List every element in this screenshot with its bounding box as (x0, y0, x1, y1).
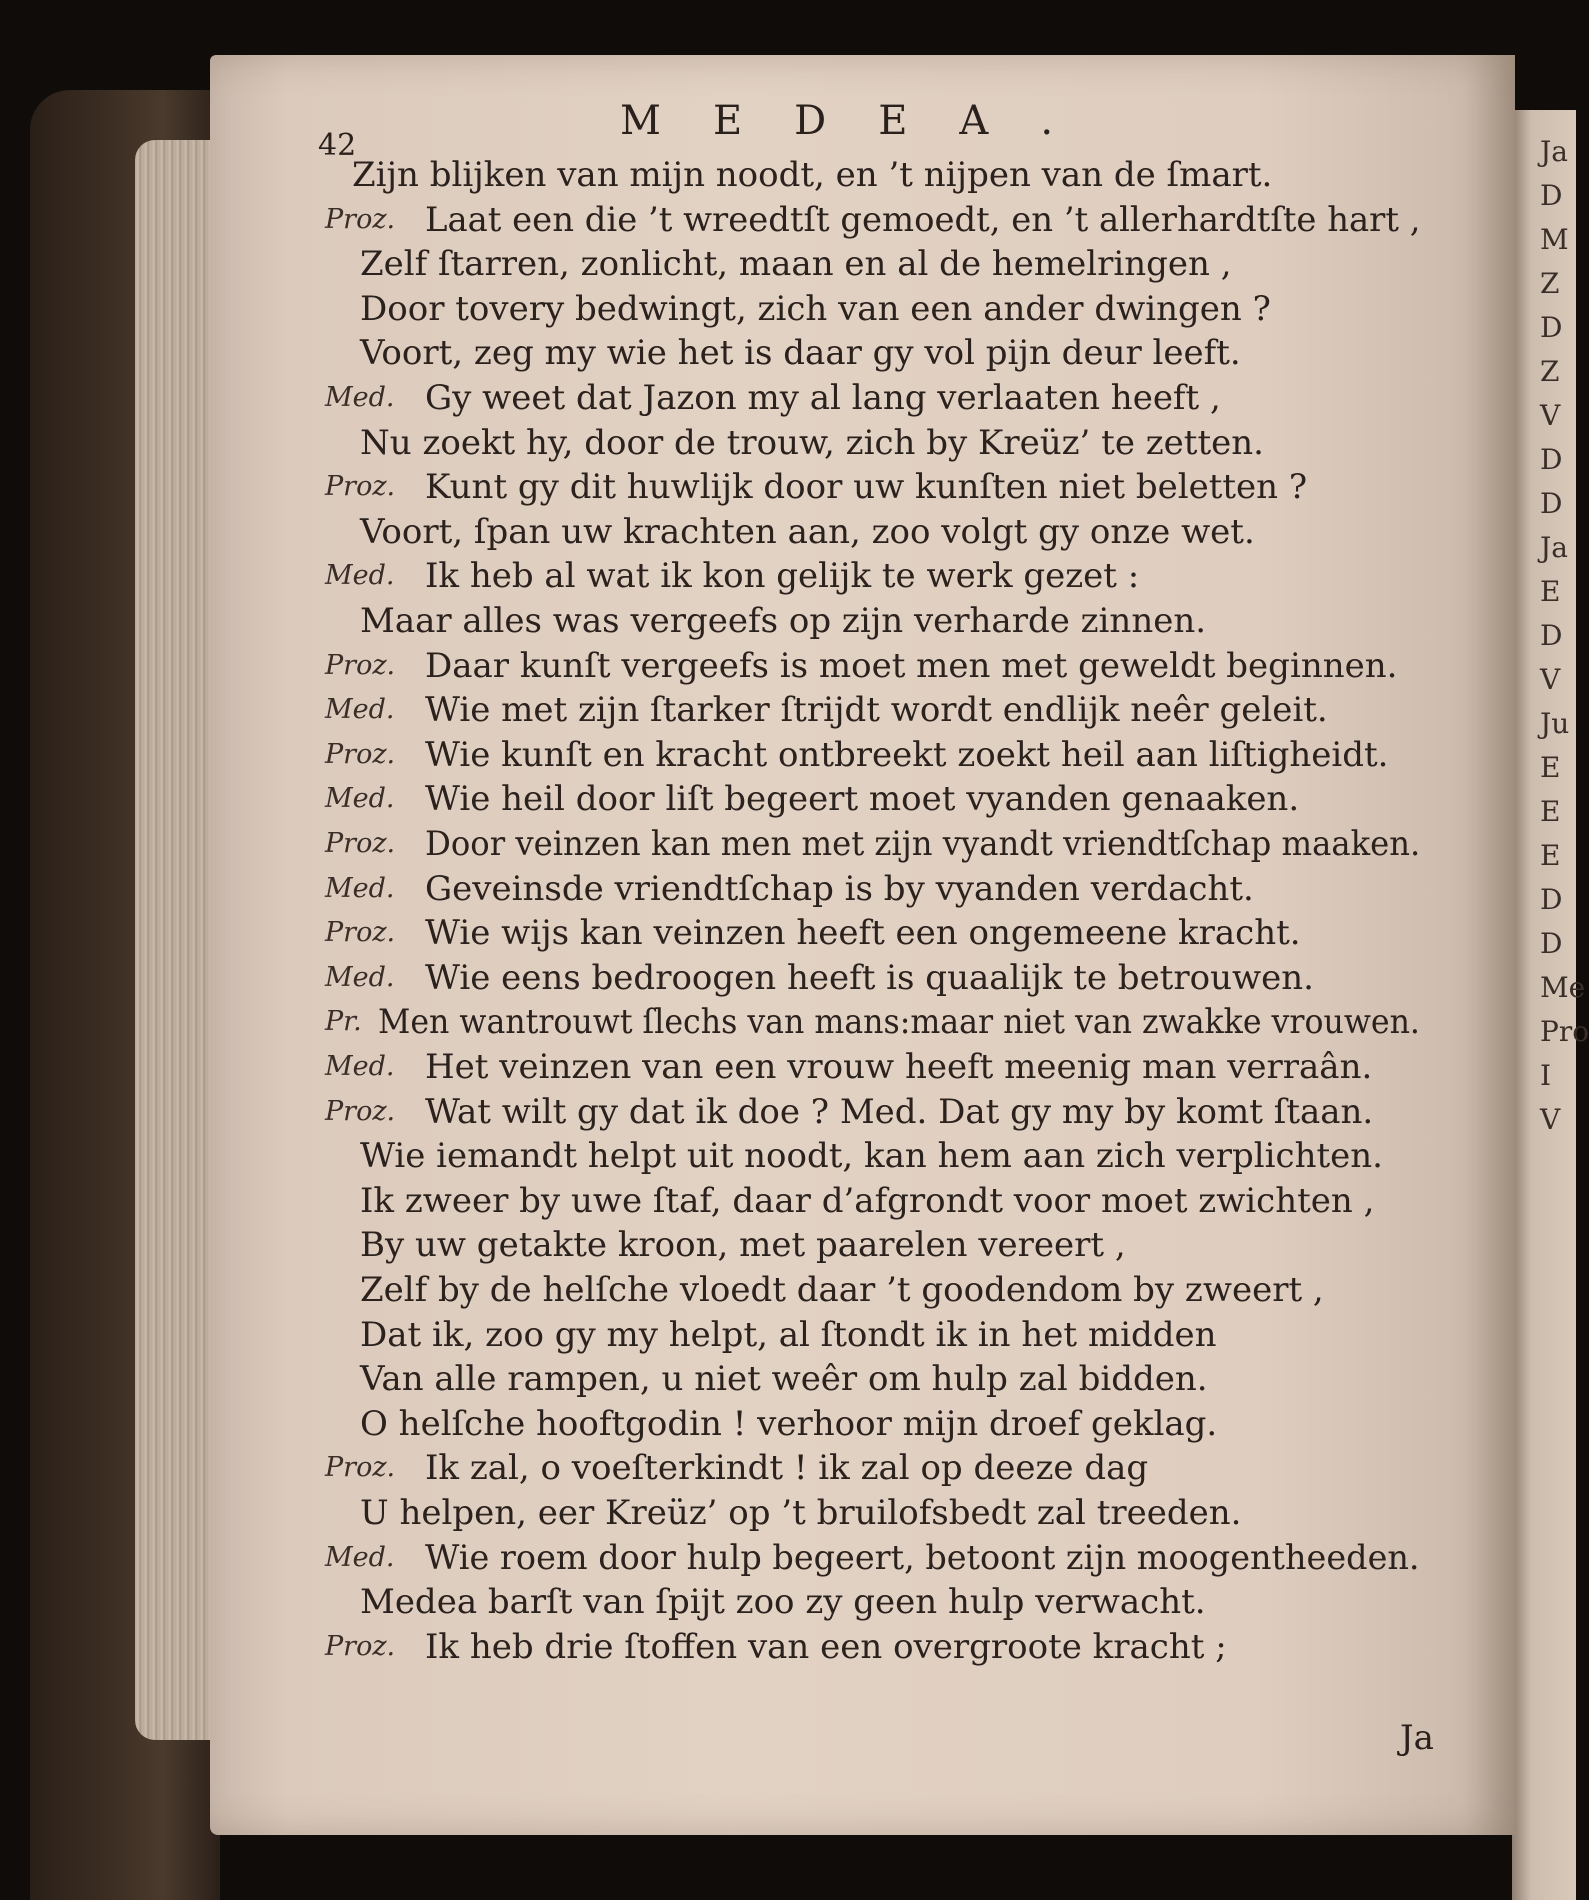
verse-line: Men wantrouwt ſlechs van mans:maar niet van zwakke vrouwen. (378, 1002, 1420, 1042)
facing-page-text: Ja D M Z D Z V D D Ja E D V Ju E E E D D Me Pro I V (1540, 135, 1589, 1136)
speaker-label: Proz. (325, 828, 396, 859)
running-head: MEDEA. (620, 98, 1106, 144)
speaker-label: Pr. (325, 1006, 362, 1037)
verse-line: Geveinsde vriendtſchap is by vyanden verdacht. (425, 869, 1254, 909)
verse-line: Zelf by de helſche vloedt daar ’t goodendom by zweert , (360, 1270, 1324, 1310)
verse-line: Ik heb drie ſtoffen van een overgroote kracht ; (425, 1627, 1227, 1667)
verse-line: By uw getakte kroon, met paarelen vereert , (360, 1225, 1126, 1265)
speaker-label: Med. (325, 382, 395, 413)
verse-line: Voort, zeg my wie het is daar gy vol pijn deur leeft. (360, 333, 1241, 373)
verse-line: Van alle rampen, u niet weêr om hulp zal bidden. (360, 1359, 1208, 1399)
verse-line: Wie iemandt helpt uit noodt, kan hem aan zich verplichten. (360, 1136, 1383, 1176)
speaker-label: Med. (325, 873, 395, 904)
speaker-label: Proz. (325, 1096, 396, 1127)
speaker-label: Med. (325, 694, 395, 725)
verse-line: Gy weet dat Jazon my al lang verlaaten heeft , (425, 378, 1221, 418)
speaker-label: Med. (325, 1051, 395, 1082)
speaker-label: Proz. (325, 917, 396, 948)
verse-line: Het veinzen van een vrouw heeft meenig man verraân. (425, 1047, 1373, 1087)
speaker-label: Proz. (325, 1452, 396, 1483)
verse-line: Wie kunſt en kracht ontbreekt zoekt heil aan liſtigheidt. (425, 735, 1389, 775)
verse-line: Wie eens bedroogen heeft is quaalijk te betrouwen. (425, 958, 1314, 998)
verse-line: Dat ik, zoo gy my helpt, al ſtondt ik in het midden (360, 1315, 1217, 1355)
verse-line: Daar kunſt vergeefs is moet men met geweldt beginnen. (425, 646, 1398, 686)
verse-line: Wie wijs kan veinzen heeft een ongemeene kracht. (425, 913, 1301, 953)
verse-line: Ik zweer by uwe ſtaf, daar d’afgrondt voor moet zwichten , (360, 1181, 1375, 1221)
verse-line: U helpen, eer Kreüz’ op ’t bruilofsbedt zal treeden. (360, 1493, 1242, 1533)
verse-line: Medea barſt van ſpijt zoo zy geen hulp verwacht. (360, 1582, 1206, 1622)
verse-line: Wat wilt gy dat ik doe ? Med. Dat gy my by komt ſtaan. (425, 1092, 1374, 1132)
verse-line: Kunt gy dit huwlijk door uw kunſten niet beletten ? (425, 467, 1308, 507)
speaker-label: Proz. (325, 1631, 396, 1662)
speaker-label: Proz. (325, 204, 396, 235)
verse-line: Wie met zijn ſtarker ſtrijdt wordt endlijk neêr geleit. (425, 690, 1328, 730)
verse-line: Door tovery bedwingt, zich van een ander dwingen ? (360, 289, 1271, 329)
speaker-label: Med. (325, 962, 395, 993)
catchword: Ja (1400, 1718, 1434, 1758)
verse-line: Maar alles was vergeefs op zijn verharde zinnen. (360, 601, 1207, 641)
speaker-label: Med. (325, 783, 395, 814)
verse-line: Zelf ſtarren, zonlicht, maan en al de hemelringen , (360, 244, 1232, 284)
verse-line: Laat een die ’t wreedtſt gemoedt, en ’t allerhardtſte hart , (425, 200, 1421, 240)
speaker-label: Proz. (325, 471, 396, 502)
speaker-label: Proz. (325, 739, 396, 770)
verse-line: Voort, ſpan uw krachten aan, zoo volgt gy onze wet. (360, 512, 1255, 552)
verse-line: Nu zoekt hy, door de trouw, zich by Kreüz’ te zetten. (360, 423, 1264, 463)
speaker-label: Med. (325, 1542, 395, 1573)
verse-line: O helſche hooftgodin ! verhoor mijn droef geklag. (360, 1404, 1218, 1444)
page-number: 42 (318, 128, 357, 163)
verse-line: Door veinzen kan men met zijn vyandt vriendtſchap maaken. (425, 824, 1421, 864)
verse-line: Wie roem door hulp begeert, betoont zijn moogentheeden. (425, 1538, 1420, 1578)
speaker-label: Med. (325, 560, 395, 591)
verse-line: Ik heb al wat ik kon gelijk te werk gezet : (425, 556, 1140, 596)
verse-line: Wie heil door liſt begeert moet vyanden genaaken. (425, 779, 1300, 819)
verse-line: Ik zal, o voeſterkindt ! ik zal op deeze dag (425, 1448, 1149, 1488)
verse-line: Zijn blijken van mijn noodt, en ’t nijpen van de ſmart. (352, 155, 1273, 195)
speaker-label: Proz. (325, 650, 396, 681)
